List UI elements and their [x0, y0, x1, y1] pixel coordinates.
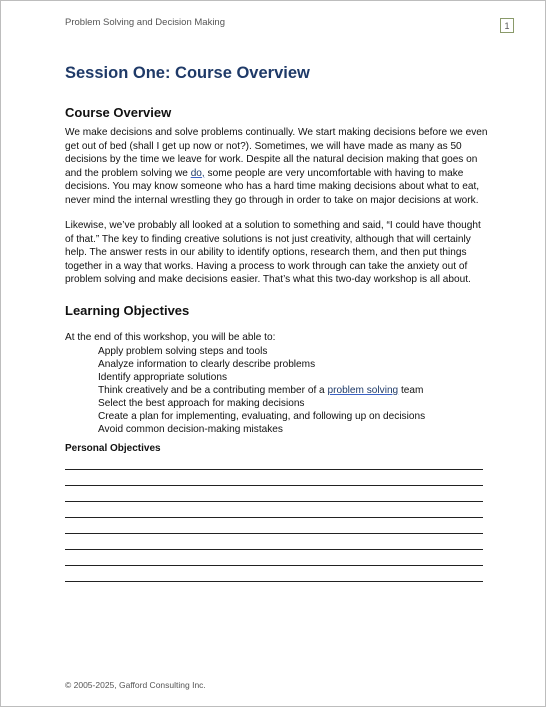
paragraph-line: Likewise, we’ve probably all looked at a solution to something and said, “I could have thought [65, 220, 481, 231]
personal-objectives-heading: Personal Objectives [65, 443, 161, 454]
blank-writing-line[interactable] [65, 501, 483, 502]
overview-paragraph-2 [65, 219, 495, 287]
objective-item: Select the best approach for making decisions [98, 398, 305, 409]
objective-item [98, 384, 425, 397]
paragraph-line: We make decisions and solve problems continually. We start making decisions before we even [65, 127, 488, 138]
paragraph-line: help. The answer rests in our ability to identify options, research them, and then put things [65, 247, 467, 259]
blank-writing-line[interactable] [65, 549, 483, 550]
objectives-list [98, 345, 425, 436]
page-number-box: 1 [500, 18, 514, 33]
paragraph-line: never mind the internal wrestling they go through in order to take on major decisions at work. [65, 194, 479, 206]
blank-writing-line[interactable] [65, 565, 483, 566]
paragraph-text: some people are very uncomfortable with having to make [204, 167, 464, 179]
objective-item: Avoid common decision-making mistakes [98, 424, 283, 435]
paragraph-line: decisions by the time we leave for work. Despite all the natural decision making that goes on [65, 154, 478, 166]
objective-item: Create a plan for implementing, evaluating, and following up on decisions [98, 411, 426, 422]
course-overview-heading: Course Overview [65, 105, 172, 120]
footer-copyright: © 2005-2025, Gafford Consulting Inc. [65, 680, 206, 690]
overview-paragraph-1 [65, 126, 495, 208]
blank-writing-line[interactable] [65, 469, 483, 470]
blank-writing-line[interactable] [65, 485, 483, 486]
session-title: Session One: Course Overview [65, 64, 310, 82]
objectives-intro: At the end of this workshop, you will be able to: [65, 332, 276, 343]
blank-writing-line[interactable] [65, 517, 483, 518]
paragraph-line: problem solving and make decisions easier. That’s what this two-day workshop is all about. [65, 274, 471, 286]
running-header-title: Problem Solving and Decision Making [65, 17, 225, 28]
paragraph-line: together in a way that works. Having a process to work through can take the anxiety out of [65, 260, 468, 272]
paragraph-line [65, 167, 495, 181]
blank-writing-line[interactable] [65, 533, 483, 534]
paragraph-line: of that.” The key to finding creative solutions is not just creativity, although that will certainly [65, 233, 471, 245]
paragraph-text: and the problem solving we [65, 167, 191, 179]
blank-writing-line[interactable] [65, 581, 483, 582]
paragraph-line: get out of bed (shall I get up now or not?). Sometimes, we will have made as many as 50 [65, 140, 462, 152]
spellcheck-link-problem-solving[interactable]: problem solving [327, 385, 399, 396]
objective-item: Analyze information to clearly describe problems [98, 359, 316, 370]
objective-item: Identify appropriate solutions [98, 372, 228, 383]
objective-text: team [398, 385, 424, 396]
objective-text: Think creatively and be a contributing member of a [98, 385, 328, 396]
objective-item: Apply problem solving steps and tools [98, 346, 268, 357]
paragraph-line: decisions. You may know someone who has a hard time making decisions about what to eat, [65, 181, 480, 193]
spellcheck-link-do[interactable]: do, [190, 167, 205, 179]
learning-objectives-heading: Learning Objectives [65, 303, 190, 318]
